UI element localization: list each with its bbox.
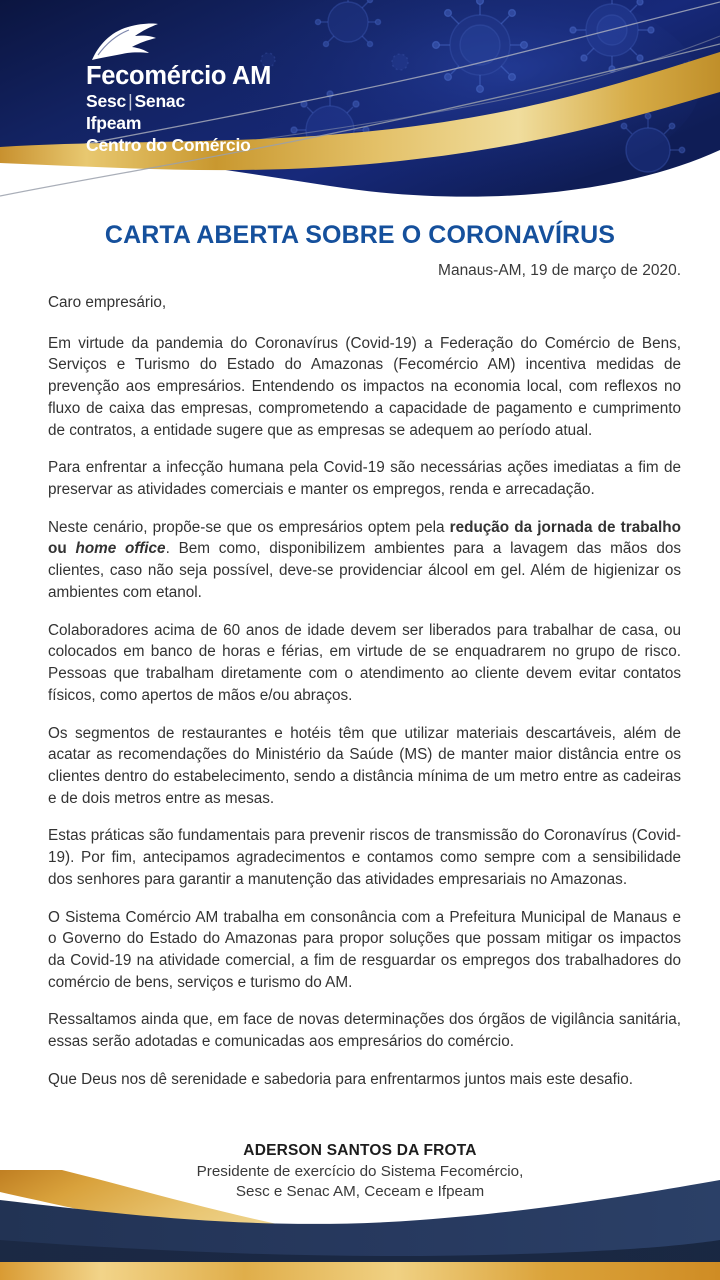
logo-sesc-label: Sesc [86, 90, 127, 111]
feather-logo-icon [88, 22, 160, 62]
paragraph-9: Que Deus nos dê serenidade e sabedoria para enfrentarmos juntos mais este desafio. [48, 1070, 634, 1088]
paragraph-3-emphasis: redução da jornada de trabalho ou [48, 518, 681, 558]
logo-ifpeam-label: Ifpeam [86, 112, 142, 133]
paragraph-6: Estas práticas são fundamentais para prevenir riscos de transmissão do Coronavírus (Covid-19). Por fim, antecipamos agradecimentos e contamos como sempre com a sensibilidade dos senhores para garantir a manutenção das atividades empresariais no Amazonas. [48, 827, 681, 888]
signatory-role-line-2: Sesc e Senac AM, Ceceam e Ifpeam [235, 1183, 485, 1201]
paragraph-3 [48, 517, 681, 604]
paragraph-5: Os segmentos de restaurantes e hotéis têm que utilizar materiais descartáveis, além de acatar as recomendações do Ministério da Saúde (MS) de manter maior distância entre os clientes dentro do estabelecimento, sendo a distância mínima de um metro entre as cadeiras e de dois metros entre as mesas. [48, 724, 681, 807]
logo-brand-name: Fecomércio AM [86, 62, 272, 90]
paragraph-8: Ressaltamos ainda que, em face de novas determinações dos órgãos de vigilância sanitária, essas serão adotadas e comunicadas aos empresários do comércio. [48, 1011, 681, 1051]
paragraph-4: Colaboradores acima de 60 anos de idade devem ser liberados para trabalhar de casa, ou colocados em banco de horas e férias, em virtude de se enquadrarem no grupo de risco. Pessoas que trabalham diretamente com o atendimento ao cliente devem evitar contatos físicos, como apertos de mãos e/ou abraços. [48, 621, 681, 704]
logo-separator: | [128, 90, 133, 111]
signature-block [0, 1141, 720, 1203]
signatory-role-line-1: Presidente de exercício do Sistema Fecomércio, [196, 1162, 524, 1180]
paragraph-3-lead: Neste cenário, propõe-se que os empresários optem pela [48, 518, 450, 536]
paragraph-7: O Sistema Comércio AM trabalha em consonância com a Prefeitura Municipal de Manaus e o Governo do Estado do Amazonas para propor soluções que possam mitigar os impactos da Covid-19 na atividade comercial, a fim de resguardar os empregos dos trabalhadores do comércio de bens, serviços e turismo do AM. [48, 908, 681, 991]
logo-senac-label: Senac [134, 90, 185, 111]
letter-body [48, 292, 681, 1091]
header-banner [0, 0, 720, 200]
date-line: Manaus-AM, 19 de março de 2020. [438, 262, 681, 279]
paragraph-3-tail: . Bem como, disponibilizem ambientes para a lavagem das mãos dos clientes, caso não seja possível, deve-se providenciar álcool em gel. Além de higienizar os ambientes com etanol. [48, 540, 681, 601]
salutation: Caro empresário, [48, 294, 167, 311]
paragraph-2: Para enfrentar a infecção humana pela Covid-19 são necessárias ações imediatas a fim de preservar as atividades comerciais e manter os empregos, renda e arrecadação. [48, 459, 681, 499]
logo-brand-sesc-senac [86, 90, 346, 112]
fecomercio-logo [86, 22, 346, 157]
logo-centro-comercio-label: Centro do Comércio [86, 135, 251, 156]
signatory-name: ADERSON SANTOS DA FROTA [243, 1142, 477, 1159]
paragraph-3-emphasis-italic: home office [75, 540, 166, 558]
page-title: CARTA ABERTA SOBRE O CORONAVÍRUS [104, 221, 616, 249]
paragraph-1: Em virtude da pandemia do Coronavírus (Covid-19) a Federação do Comércio de Bens, Serviços e Turismo do Estado do Amazonas (Fecomércio AM) incentiva medidas de prevenção aos empresários. Entendendo os impactos na economia local, com reflexos no fluxo de caixa das empresas, comprometendo a capacidade de pagamento e cumprimento de contratos, a entidade sugere que as empresas se adequem ao período atual. [48, 334, 681, 439]
